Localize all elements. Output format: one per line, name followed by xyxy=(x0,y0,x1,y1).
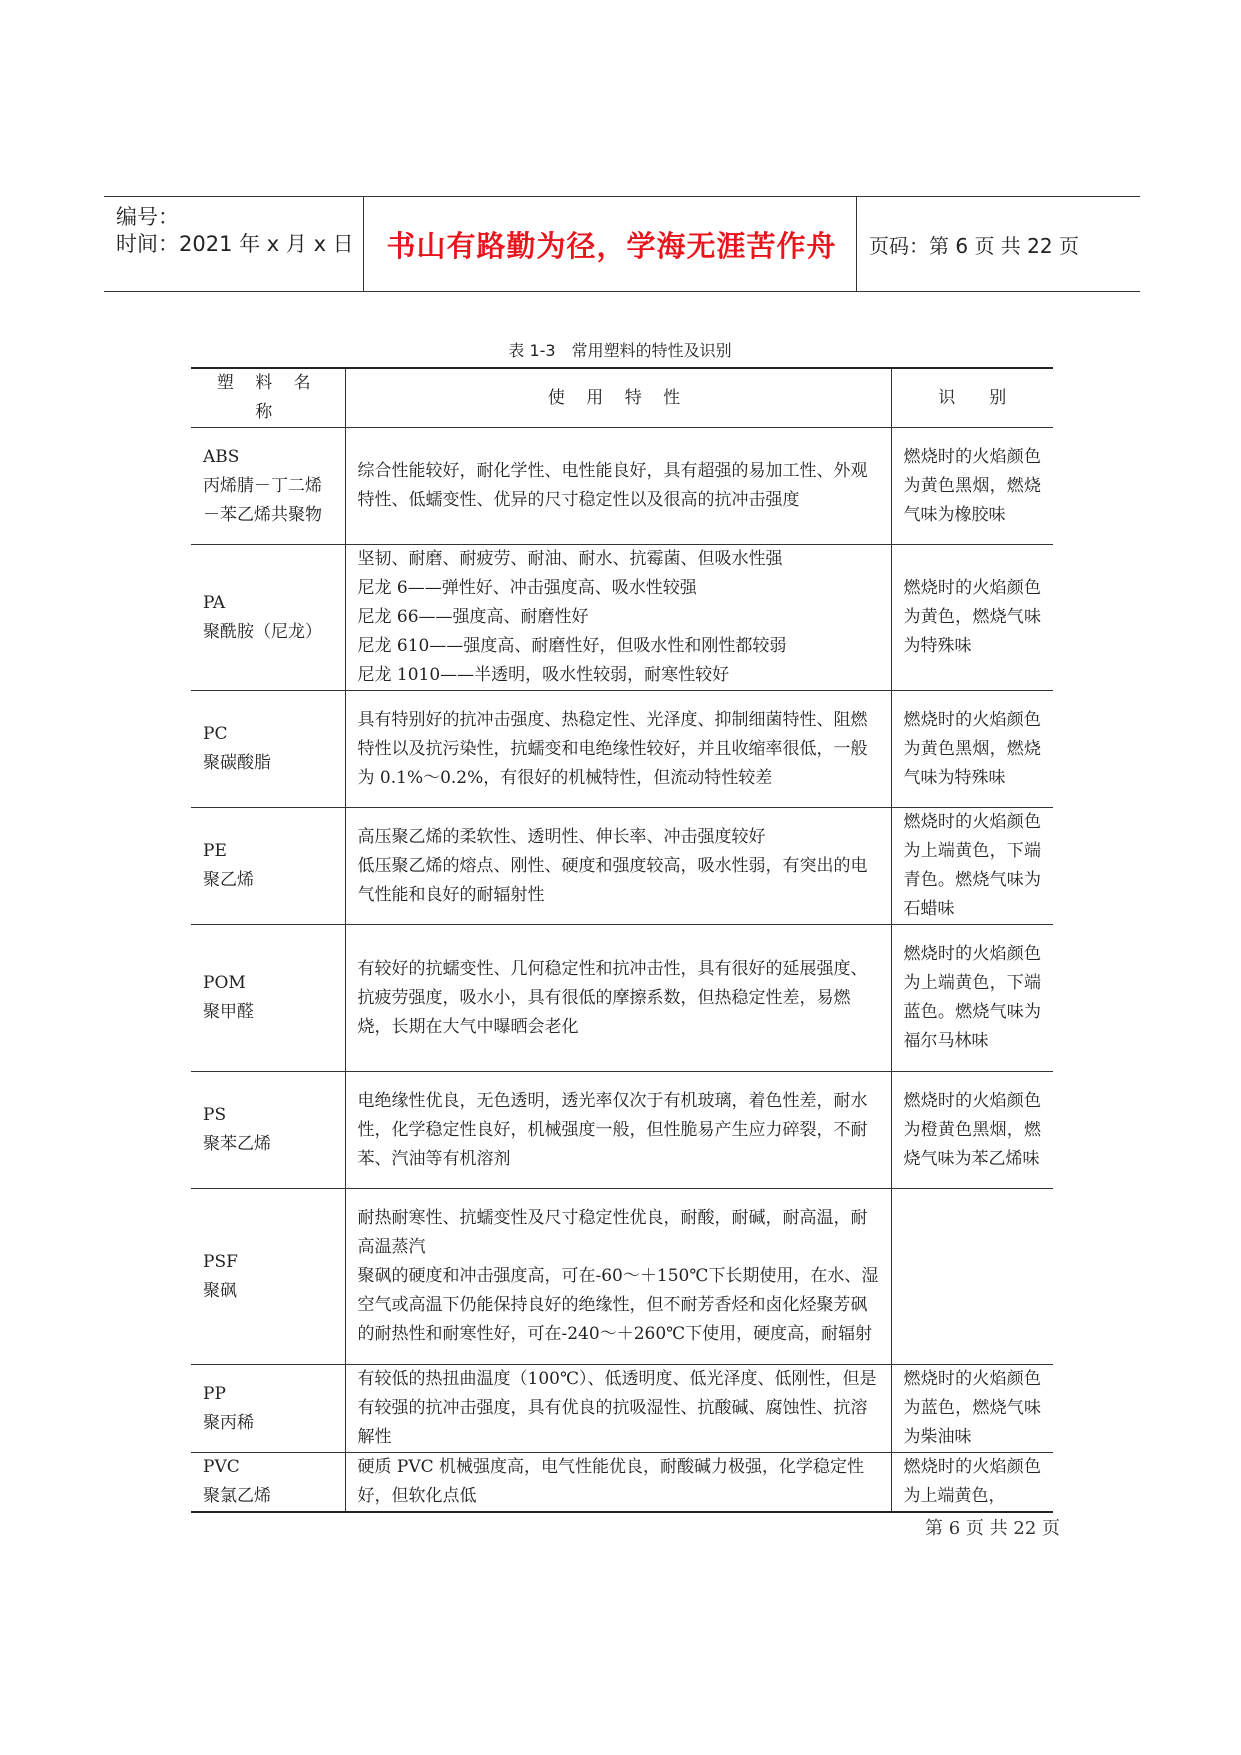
page-footer: 第 6 页 共 22 页 xyxy=(925,1518,1060,1539)
cell-plastic-name: POM 聚甲醛 xyxy=(191,925,345,1072)
cell-properties: 有较低的热扭曲温度（100℃）、低透明度、低光泽度、低刚性，但是有较强的抗冲击强度，具有优良的抗吸湿性、抗酸碱、腐蚀性、抗溶解性 xyxy=(345,1365,891,1453)
header-divider-right xyxy=(856,197,857,291)
table-row xyxy=(191,1365,1053,1453)
cell-plastic-name: PC 聚碳酸脂 xyxy=(191,691,345,808)
cell-identification: 燃烧时的火焰颜色为黄色黑烟，燃烧气味为特殊味 xyxy=(891,691,1053,808)
cell-identification: 燃烧时的火焰颜色为橙黄色黑烟，燃烧气味为苯乙烯味 xyxy=(891,1072,1053,1189)
cell-properties: 电绝缘性优良，无色透明，透光率仅次于有机玻璃，着色性差，耐水性，化学稳定性良好，机械强度一般，但性脆易产生应力碎裂，不耐苯、汽油等有机溶剂 xyxy=(345,1072,891,1189)
cell-plastic-name: ABS 丙烯腈－丁二烯－苯乙烯共聚物 xyxy=(191,428,345,545)
cell-identification: 燃烧时的火焰颜色为上端黄色，下端蓝色。燃烧气味为福尔马林味 xyxy=(891,925,1053,1072)
table-row xyxy=(191,691,1053,808)
cell-plastic-name: PA 聚酰胺（尼龙） xyxy=(191,545,345,691)
table-row xyxy=(191,1453,1053,1513)
plastics-table xyxy=(191,367,1053,1513)
document-number-label: 编号： xyxy=(116,205,179,229)
cell-properties: 具有特别好的抗冲击强度、热稳定性、光泽度、抑制细菌特性、阻燃特性以及抗污染性，抗蠕变和电绝缘性较好，并且收缩率很低，一般为 0.1%～0.2%，有很好的机械特性，但流动特性较差 xyxy=(345,691,891,808)
document-header xyxy=(104,196,1140,292)
cell-plastic-name: PVC 聚氯乙烯 xyxy=(191,1453,345,1513)
header-motto: 书山有路勤为径，学海无涯苦作舟 xyxy=(386,228,837,263)
table-row xyxy=(191,808,1053,925)
cell-plastic-name: PSF 聚砜 xyxy=(191,1189,345,1365)
cell-identification: 燃烧时的火焰颜色为黄色，燃烧气味为特殊味 xyxy=(891,545,1053,691)
cell-properties: 坚韧、耐磨、耐疲劳、耐油、耐水、抗霉菌、但吸水性强 尼龙 6——弹性好、冲击强度高、吸水性较强 尼龙 66——强度高、耐磨性好 尼龙 610——强度高、耐磨性好，但吸水性和刚性都较弱 尼龙 1010——半透明，吸水性较弱，耐寒性较好 xyxy=(345,545,891,691)
header-page-info: 页码：第 6 页 共 22 页 xyxy=(869,233,1079,258)
cell-identification: 燃烧时的火焰颜色为上端黄色，下端青色。燃烧气味为石蜡味 xyxy=(891,808,1053,925)
table-row xyxy=(191,1189,1053,1365)
table-row xyxy=(191,545,1053,691)
table-row xyxy=(191,1072,1053,1189)
column-header-identify: 识 别 xyxy=(891,368,1053,428)
cell-properties: 综合性能较好，耐化学性、电性能良好，具有超强的易加工性、外观特性、低蠕变性、优异的尺寸稳定性以及很高的抗冲击强度 xyxy=(345,428,891,545)
cell-plastic-name: PE 聚乙烯 xyxy=(191,808,345,925)
column-header-name: 塑 料 名 称 xyxy=(191,368,345,428)
column-header-properties: 使 用 特 性 xyxy=(345,368,891,428)
cell-properties: 耐热耐寒性、抗蠕变性及尺寸稳定性优良，耐酸，耐碱，耐高温，耐高温蒸汽 聚砜的硬度和冲击强度高，可在-60～＋150℃下长期使用，在水、湿空气或高温下仍能保持良好的绝缘性，但不耐芳香烃和卤化烃聚芳砜的耐热性和耐寒性好，可在-240～＋260℃下使用，硬度高，耐辐射 xyxy=(345,1189,891,1365)
cell-identification: 燃烧时的火焰颜色为蓝色，燃烧气味为柴油味 xyxy=(891,1365,1053,1453)
header-divider-left xyxy=(363,197,364,291)
document-date-label: 时间：2021 年 x 月 x 日 xyxy=(116,232,354,256)
cell-plastic-name: PS 聚苯乙烯 xyxy=(191,1072,345,1189)
cell-properties: 有较好的抗蠕变性、几何稳定性和抗冲击性，具有很好的延展强度、抗疲劳强度，吸水小，具有很低的摩擦系数，但热稳定性差，易燃烧，长期在大气中曝晒会老化 xyxy=(345,925,891,1072)
table-header-row xyxy=(191,368,1053,428)
cell-identification xyxy=(891,1189,1053,1365)
cell-identification: 燃烧时的火焰颜色为黄色黑烟，燃烧气味为橡胶味 xyxy=(891,428,1053,545)
table-row xyxy=(191,428,1053,545)
cell-properties: 硬质 PVC 机械强度高，电气性能优良，耐酸碱力极强，化学稳定性好，但软化点低 xyxy=(345,1453,891,1513)
table-caption: 表 1-3 常用塑料的特性及识别 xyxy=(508,341,732,360)
cell-identification: 燃烧时的火焰颜色为上端黄色， xyxy=(891,1453,1053,1513)
cell-plastic-name: PP 聚丙稀 xyxy=(191,1365,345,1453)
table-row xyxy=(191,925,1053,1072)
cell-properties: 高压聚乙烯的柔软性、透明性、伸长率、冲击强度较好 低压聚乙烯的熔点、刚性、硬度和强度较高，吸水性弱，有突出的电气性能和良好的耐辐射性 xyxy=(345,808,891,925)
